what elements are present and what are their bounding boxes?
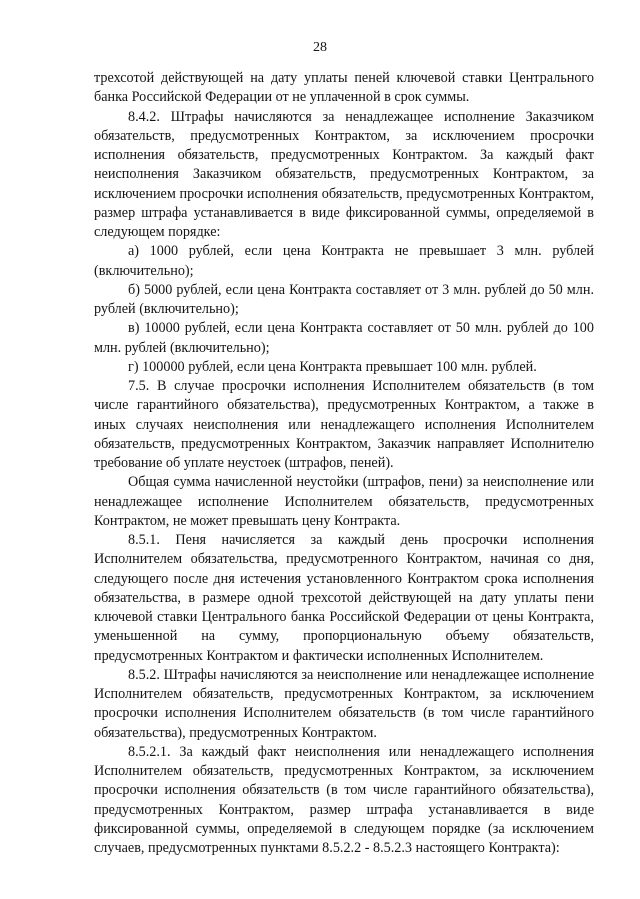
paragraph-total-penalty: Общая сумма начисленной неустойки (штрафов, пени) за неисполнение или ненадлежащее исполнение Исполнителем обязательств, предусмотренных Контрактом, не может превышать цену Контракта. <box>94 474 594 529</box>
paragraph-8-5-2-1: 8.5.2.1. За каждый факт неисполнения или ненадлежащего исполнения Исполнителем обязательств, предусмотренных Контрактом, за исключением просрочки исполнения обязательств (в том числе гарантийного обязательства), предусмотренных Контрактом, размер штрафа устанавливается в виде фиксированной суммы, определяемой в следующем порядке (за исключением случаев, предусмотренных пунктами 8.5.2.2 - 8.5.2.3 настоящего Контракта): <box>94 743 594 856</box>
paragraph-7-5: 7.5. В случае просрочки исполнения Исполнителем обязательств (в том числе гарантийного обязательства), предусмотренных Контрактом, а также в иных случаях неисполнения или ненадлежащего исполнения Исполнителем обязательств, предусмотренных Контрактом, Заказчик направляет Исполнителю требование об уплате неустоек (штрафов, пеней). <box>94 378 594 471</box>
paragraph-8-5-1: 8.5.1. Пеня начисляется за каждый день просрочки исполнения Исполнителем обязательства, предусмотренного Контрактом, начиная со дня, следующего после дня истечения установленного Контрактом срока исполнения обязательства, в размере одной трехсотой действующей на дату уплаты пени ключевой ставки Центрального банка Российской Федерации от цены Контракта, уменьшенной на сумму, пропорциональную объему обязательств, предусмотренных Контрактом и фактически исполненных Исполнителем. <box>94 532 594 664</box>
page-number: 28 <box>313 40 327 55</box>
paragraph-8-4-2: 8.4.2. Штрафы начисляются за ненадлежащее исполнение Заказчиком обязательств, предусмотренных Контрактом, за исключением просрочки исполнения обязательств, предусмотренных Контрактом. За каждый факт неисполнения Заказчиком обязательств, предусмотренных Контрактом, за исключением просрочки исполнения обязательств, предусмотренных Контрактом, размер штрафа устанавливается в виде фиксированной суммы, определяемой в следующем порядке: <box>94 108 594 240</box>
list-item-a: а) 1000 рублей, если цена Контракта не превышает 3 млн. рублей (включительно); <box>94 243 594 279</box>
list-item-v: в) 10000 рублей, если цена Контракта составляет от 50 млн. рублей до 100 млн. рублей (включительно); <box>94 320 594 356</box>
paragraph-8-5-2: 8.5.2. Штрафы начисляются за неисполнение или ненадлежащее исполнение Исполнителем обязательств, предусмотренных Контрактом, за исключением просрочки исполнения Исполнителем обязательств (в том числе гарантийного обязательства), предусмотренных Контрактом. <box>94 666 594 741</box>
paragraph-continuation: трехсотой действующей на дату уплаты пеней ключевой ставки Центрального банка Российской Федерации от не уплаченной в срок суммы. <box>94 70 594 106</box>
list-item-g: г) 100000 рублей, если цена Контракта превышает 100 млн. рублей. <box>128 358 537 375</box>
document-body <box>94 69 594 858</box>
list-item-b: б) 5000 рублей, если цена Контракта составляет от 3 млн. рублей до 50 млн. рублей (включительно); <box>94 281 594 317</box>
